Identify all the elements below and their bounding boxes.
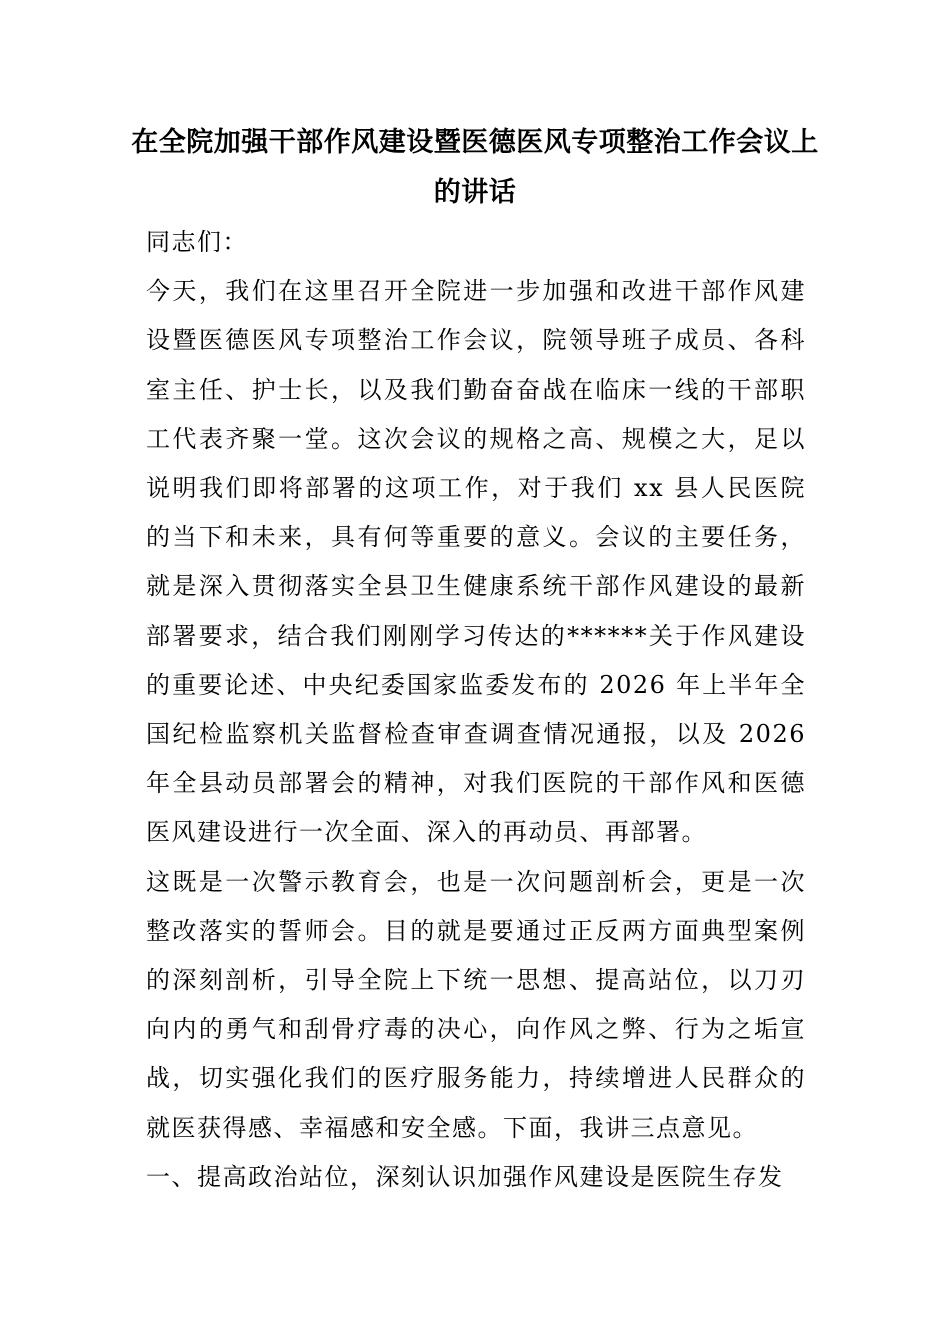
section-heading-one: 一、提高政治站位，深刻认识加强作风建设是医院生存发 <box>146 1162 784 1191</box>
paragraph-opening: 今天，我们在这里召开全院进一步加强和改进干部作风建设暨医德医风专项整治工作会议，院领导班子成员、各科室主任、护士长，以及我们勤奋奋战在临床一线的干部职工代表齐聚一堂。这次会议的规格之高、规模之大，足以说明我们即将部署的这项工作，对于我们 xx 县人民医院的当下和未来，具有何等重要的意义。会议的主要任务，就是深入贯彻落实全县卫生健康系统干部作风建设的最新部署要求，结合我们刚刚学习传达的******关于作风建设的重要论述、中央纪委国家监委发布的 2026 年上半年全国纪检监察机关监督检查审查调查情况通报，以及 2026 年全县动员部署会的精神，对我们医院的干部作风和医德医风建设进行一次全面、深入的再动员、再部署。 <box>146 277 806 847</box>
paragraph-purpose: 这既是一次警示教育会，也是一次问题剖析会，更是一次整改落实的誓师会。目的就是要通过正反两方面典型案例的深刻剖析，引导全院上下统一思想、提高站位，以刀刃向内的勇气和刮骨疗毒的决心，向作风之弊、行为之垢宣战，切实强化我们的医疗服务能力，持续增进人民群众的就医获得感、幸福感和安全感。下面，我讲三点意见。 <box>146 867 806 1142</box>
document-body <box>146 218 806 1202</box>
salutation: 同志们： <box>146 228 248 256</box>
document-title: 在全院加强干部作风建设暨医德医风专项整治工作会议上的讲话 <box>131 127 819 208</box>
